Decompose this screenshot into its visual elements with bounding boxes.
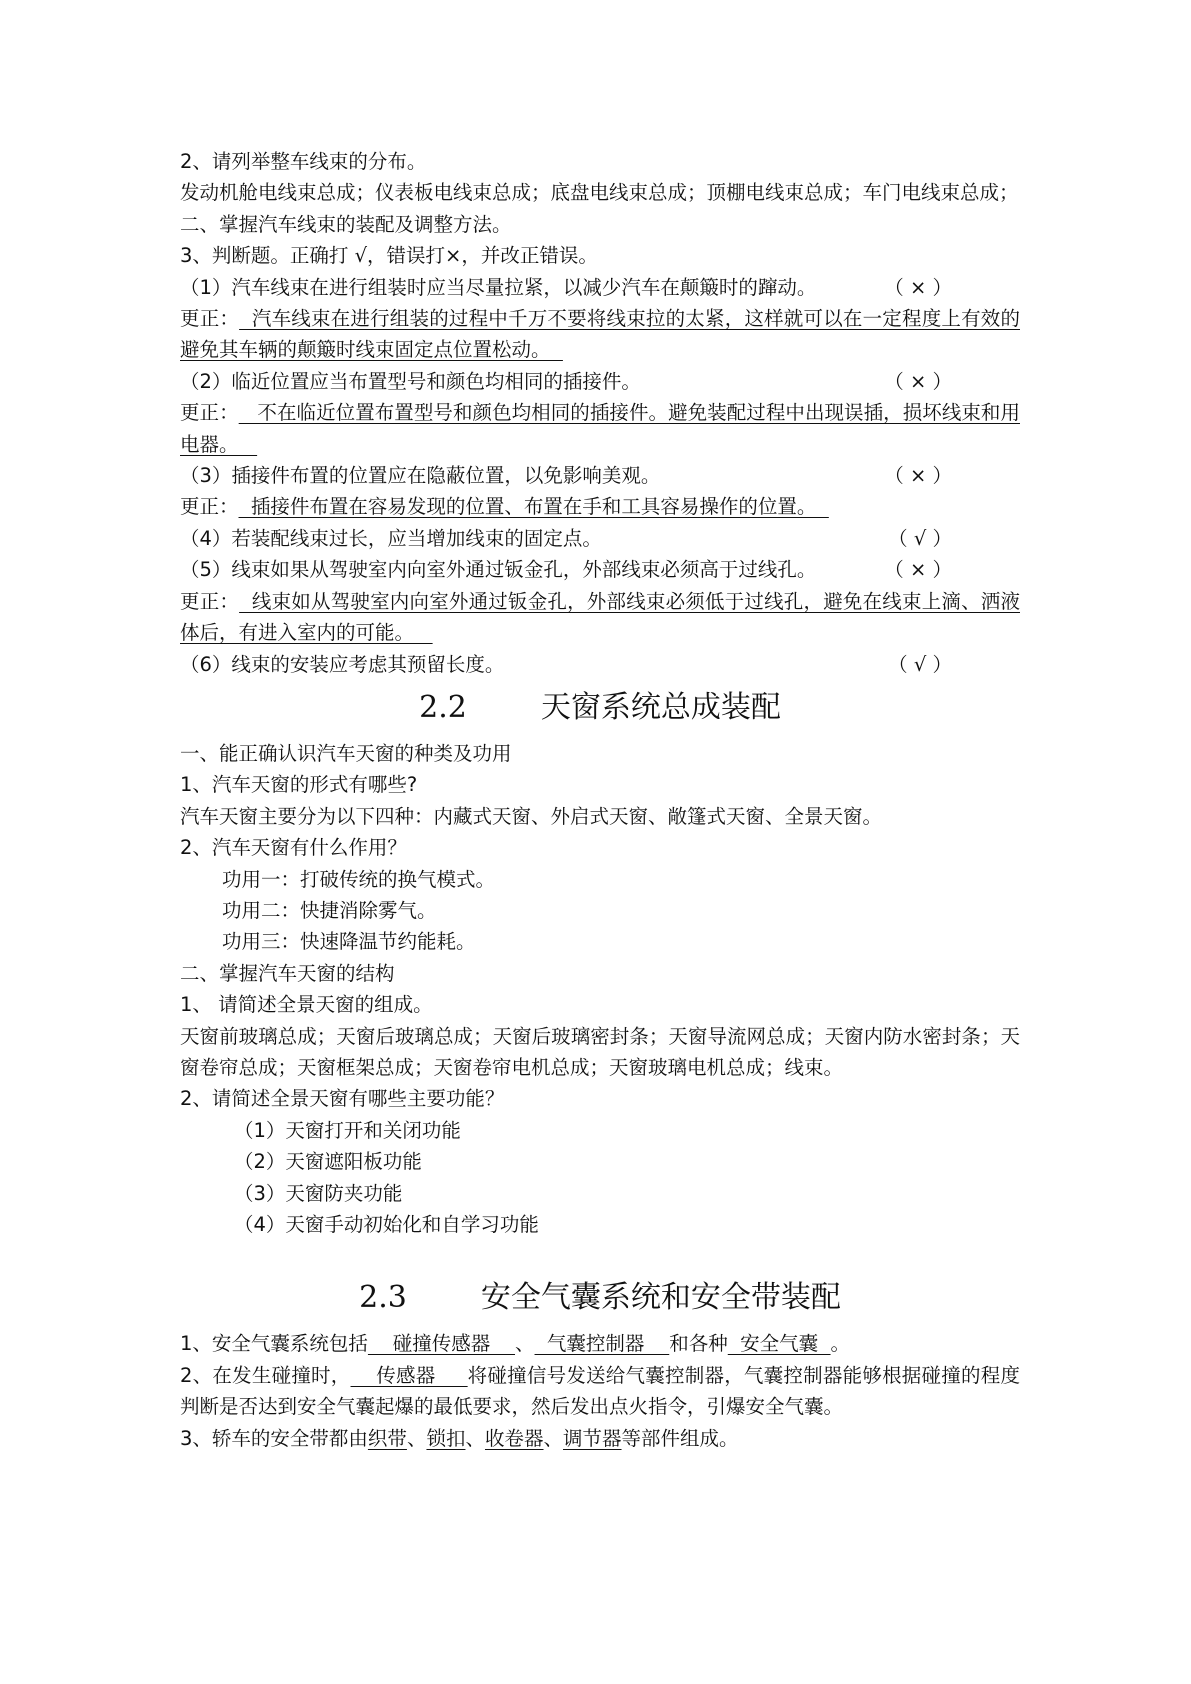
blank-answer: 织带: [367, 1426, 407, 1450]
sunroof-function-4: （4）天窗手动初始化和自学习功能: [234, 1213, 539, 1236]
judgement-item-6: [180, 649, 1020, 680]
sunroof-heading-1: 一、能正确认识汽车天窗的种类及功用: [180, 741, 512, 765]
item-text: （2）临近位置应当布置型号和颜色均相同的插接件。: [180, 369, 641, 393]
item-mark: （ √ ）: [888, 652, 952, 676]
section-title-text: 安全气囊系统和安全带装配: [480, 1280, 841, 1316]
blank-answer: 碰撞传感器: [367, 1332, 516, 1356]
blank-answer: 锁扣: [426, 1426, 466, 1450]
blank-answer: 气囊控制器: [534, 1332, 670, 1356]
text: 、: [406, 1426, 427, 1450]
sunroof-question-4: 2、请简述全景天窗有哪些主要功能？: [180, 1087, 505, 1111]
spacer: [180, 1240, 1020, 1270]
text: 和各种: [669, 1332, 728, 1356]
section-heading-2: 二、掌握汽车线束的装配及调整方法。: [180, 212, 512, 236]
answer-2: 发动机舱电线束总成；仪表板电线束总成；底盘电线束总成；顶棚电线束总成；车门电线束总成；: [180, 181, 1019, 205]
correction-text: 插接件布置在容易发现的位置、布置在手和工具容易操作的位置。: [238, 495, 829, 519]
correction-text: 汽车线束在进行组装的过程中千万不要将线束拉的太紧，这样就可以在一定程度上有效的避免其车辆的颠簸时线束固定点位置松动。: [180, 307, 1020, 362]
judgement-item-2: [180, 366, 1020, 397]
sunroof-answer-3: 天窗前玻璃总成；天窗后玻璃总成；天窗后玻璃密封条；天窗导流网总成；天窗内防水密封条；天窗卷帘总成；天窗框架总成；天窗卷帘电机总成；天窗玻璃电机总成；线束。: [180, 1024, 1020, 1079]
correction-5: [180, 586, 1020, 649]
blank-answer: 收卷器: [484, 1426, 544, 1450]
section-title-text: 天窗系统总成装配: [540, 689, 781, 725]
blank-answer: 传感器: [350, 1363, 468, 1387]
text: 1、安全气囊系统包括: [180, 1332, 368, 1356]
sunroof-heading-2: 二、掌握汽车天窗的结构: [180, 961, 395, 985]
item-text: （6）线束的安装应考虑其预留长度。: [180, 652, 505, 676]
item-mark: （ × ）: [884, 558, 952, 582]
text: 2、在发生碰撞时，: [180, 1363, 351, 1387]
sunroof-use-3: 功用三：快速降温节约能耗。: [222, 930, 476, 954]
airbag-fill-1: [180, 1328, 1020, 1359]
correction-label: 更正：: [180, 495, 239, 519]
seatbelt-fill-3: [180, 1423, 1020, 1454]
item-text: （5）线束如果从驾驶室内向室外通过钣金孔，外部线束必须高于过线孔。: [180, 558, 817, 582]
item-mark: （ × ）: [884, 369, 952, 393]
text: 将碰撞信号发送给气囊控制器，气囊控制器能够根据碰撞的程度判断是否达到安全气囊起爆的最低要求，然后发出点火指令，引爆安全气囊。: [180, 1363, 1020, 1419]
correction-text: 不在临近位置布置型号和颜色均相同的插接件。避免装配过程中出现误插，损坏线束和用电器。: [180, 401, 1020, 456]
correction-2: [180, 397, 1020, 460]
sunroof-function-1: （1）天窗打开和关闭功能: [234, 1118, 461, 1142]
correction-3: [180, 491, 1020, 522]
text: 。: [830, 1332, 851, 1356]
blank-answer: 调节器: [563, 1426, 622, 1450]
airbag-fill-2: [180, 1360, 1020, 1423]
correction-1: [180, 303, 1020, 366]
sunroof-question-2: 2、汽车天窗有什么作用？: [180, 836, 407, 860]
question-2: 2、请列举整车线束的分布。: [180, 150, 427, 173]
sunroof-use-2: 功用二：快捷消除雾气。: [222, 898, 437, 922]
judgement-item-5: [180, 554, 1020, 585]
sunroof-question-1: 1、汽车天窗的形式有哪些?: [180, 773, 418, 797]
judgement-item-4: [180, 523, 1020, 554]
section-number: 2.2: [419, 689, 467, 725]
section-number: 2.3: [359, 1280, 407, 1316]
sunroof-function-3: （3）天窗防夹功能: [234, 1181, 403, 1205]
correction-label: 更正：: [180, 401, 239, 425]
judgement-item-1: [180, 272, 1020, 303]
sunroof-use-1: 功用一：打破传统的换气模式。: [222, 867, 496, 891]
text: 、: [515, 1332, 535, 1356]
text: 3、轿车的安全带都由: [180, 1426, 368, 1450]
blank-answer: 安全气囊: [727, 1332, 831, 1356]
correction-label: 更正：: [180, 307, 240, 331]
item-mark: （ √ ）: [888, 526, 952, 550]
item-text: （4）若装配线束过长，应当增加线束的固定点。: [180, 526, 602, 550]
item-mark: （ × ）: [884, 275, 952, 299]
sunroof-answer-1: 汽车天窗主要分为以下四种：内藏式天窗、外启式天窗、敞篷式天窗、全景天窗。: [180, 804, 883, 828]
item-mark: （ × ）: [884, 464, 952, 488]
correction-text: 线束如从驾驶室内向室外通过钣金孔，外部线束必须低于过线孔，避免在线束上滴、洒液体后，有进入室内的可能。: [180, 589, 1020, 645]
section-title-2-2: [180, 690, 1020, 726]
document-page: [180, 146, 1020, 1454]
sunroof-question-3: 1、 请简述全景天窗的组成。: [180, 993, 433, 1017]
text: 、: [543, 1426, 564, 1450]
correction-label: 更正：: [180, 589, 240, 613]
sunroof-function-2: （2）天窗遮阳板功能: [234, 1150, 422, 1174]
item-text: （1）汽车线束在进行组装时应当尽量拉紧，以减少汽车在颠簸时的蹿动。: [180, 275, 817, 299]
question-3: 3、判断题。正确打 √，错误打×，并改正错误。: [180, 244, 598, 268]
judgement-item-3: [180, 460, 1020, 491]
section-title-2-3: [180, 1280, 1020, 1316]
text: 等部件组成。: [621, 1426, 739, 1450]
item-text: （3）插接件布置的位置应在隐蔽位置，以免影响美观。: [180, 464, 661, 488]
text: 、: [465, 1426, 485, 1450]
